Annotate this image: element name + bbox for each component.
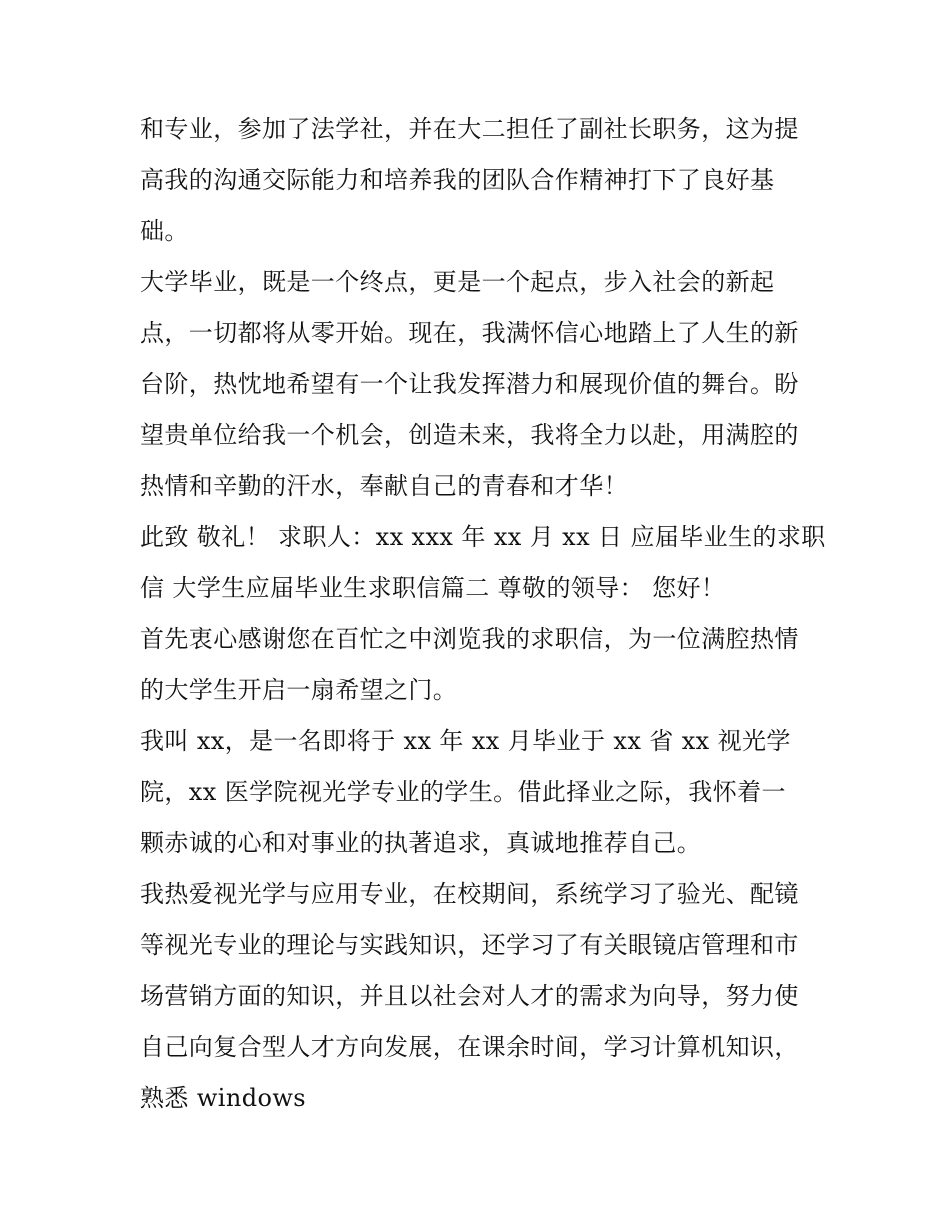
text-line: 大学毕业，既是一个终点，更是一个起点，步入社会的新起 <box>140 268 775 296</box>
text-line: 台阶，热忱地希望有一个让我发挥潜力和展现价值的舞台。盼 <box>140 370 799 398</box>
text-line: 的大学生开启一扇希望之门。 <box>140 676 458 704</box>
text-line: 点，一切都将从零开始。现在，我满怀信心地踏上了人生的新 <box>140 319 799 347</box>
text-line: 院，xx 医学院视光学专业的学生。借此择业之际，我怀着一 <box>140 778 786 806</box>
text-line: 信 大学生应届毕业生求职信篇二 尊敬的领导： 您好！ <box>140 574 726 602</box>
text-line: 熟悉 windows <box>140 1084 306 1112</box>
text-line: 高我的沟通交际能力和培养我的团队合作精神打下了良好基 <box>140 166 775 194</box>
text-line: 颗赤诚的心和对事业的执著追求，真诚地推荐自己。 <box>140 829 702 857</box>
text-line: 热情和辛勤的汗水，奉献自己的青春和才华！ <box>140 472 628 500</box>
text-line: 自己向复合型人才方向发展，在课余时间，学习计算机知识， <box>140 1033 799 1061</box>
text-line: 此致 敬礼！ 求职人：xx xxx 年 xx 月 xx 日 应届毕业生的求职 <box>140 523 826 551</box>
text-line: 础。 <box>140 217 189 245</box>
text-line: 首先衷心感谢您在百忙之中浏览我的求职信，为一位满腔热情 <box>140 625 799 653</box>
text-line: 等视光专业的理论与实践知识，还学习了有关眼镜店管理和市 <box>140 931 799 959</box>
text-line: 我叫 xx，是一名即将于 xx 年 xx 月毕业于 xx 省 xx 视光学 <box>140 727 791 755</box>
paragraph-graduation <box>140 257 820 512</box>
paragraph-closing-and-greeting <box>140 512 826 614</box>
text-line: 和专业，参加了法学社，并在大二担任了副社长职务，这为提 <box>140 115 799 143</box>
text-line: 我热爱视光学与应用专业，在校期间，系统学习了验光、配镜 <box>140 880 799 908</box>
paragraph-activities <box>140 104 820 257</box>
text-line: 望贵单位给我一个机会，创造未来，我将全力以赴，用满腔的 <box>140 421 799 449</box>
document-body <box>140 104 826 1124</box>
text-line: 场营销方面的知识，并且以社会对人才的需求为向导，努力使 <box>140 982 799 1010</box>
paragraph-studies <box>140 869 820 1124</box>
paragraph-introduction <box>140 716 820 869</box>
paragraph-thanks <box>140 614 820 716</box>
